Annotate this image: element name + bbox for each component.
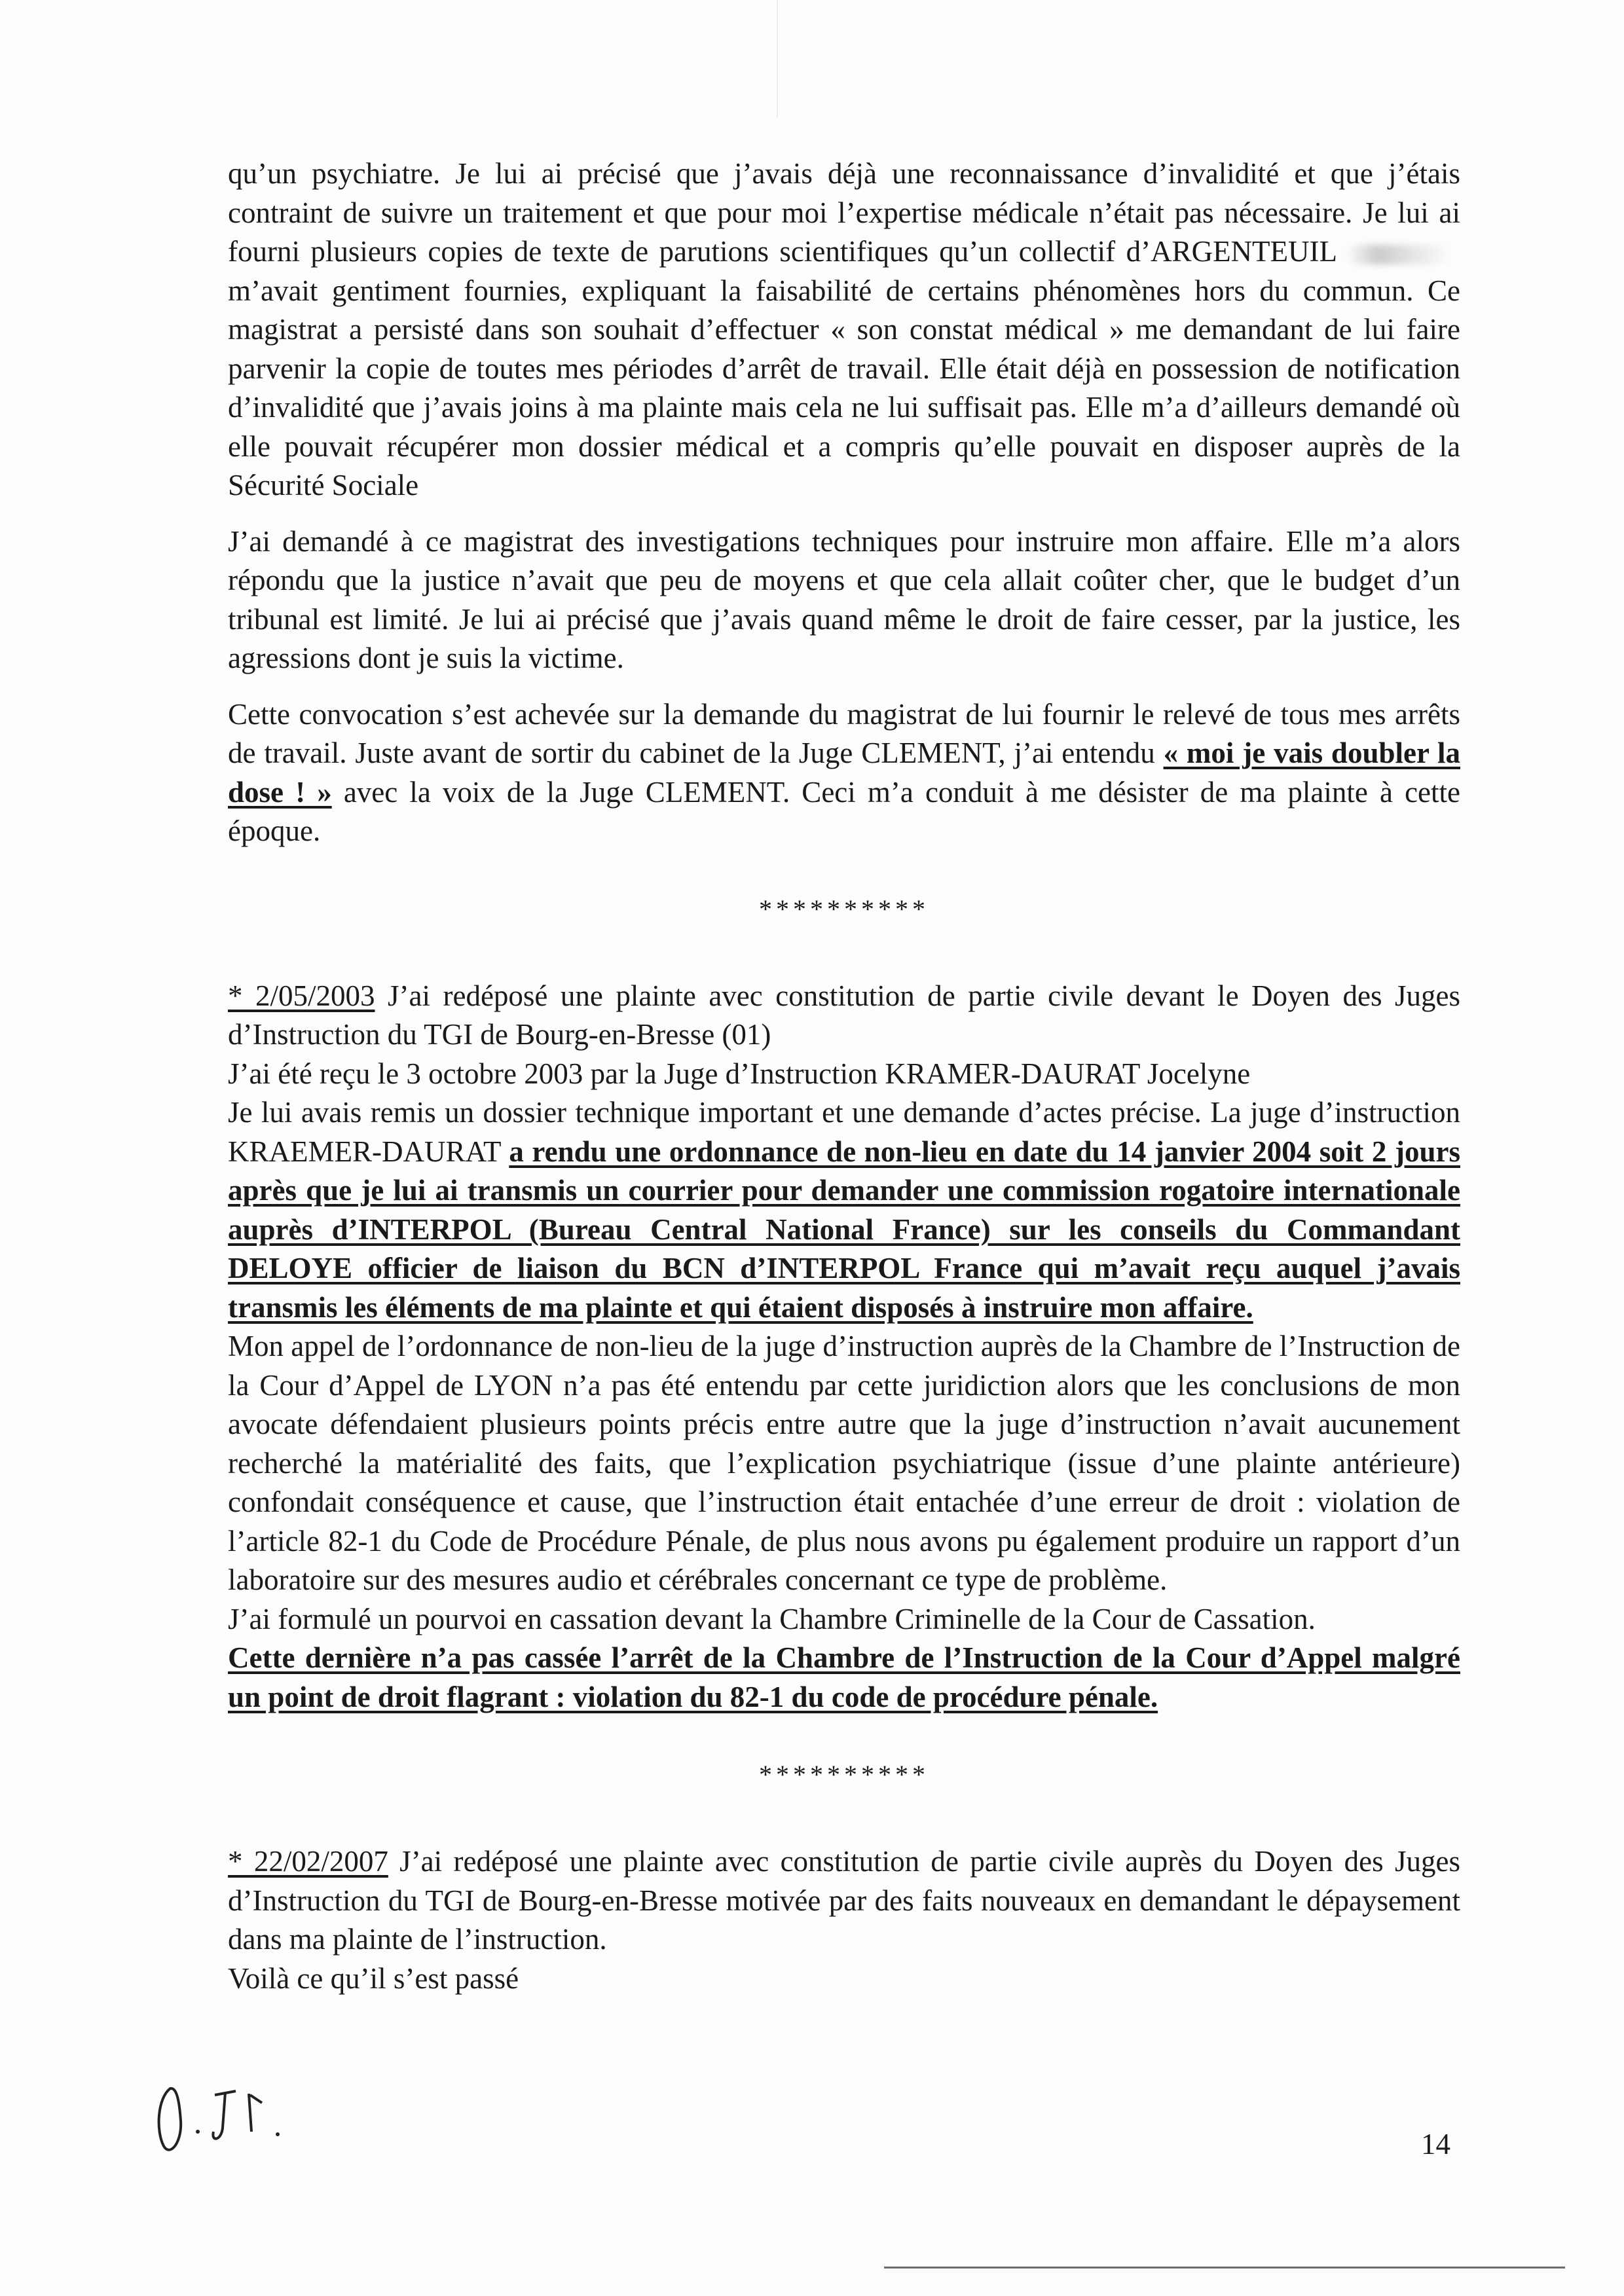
section-2003-cassation: J’ai formulé un pourvoi en cassation devant la Chambre Criminelle de la Cour de Cassation. <box>228 1602 1316 1635</box>
redacted-blur <box>1346 245 1451 264</box>
section-2003-line2: J’ai été reçu le 3 octobre 2003 par la Juge d’Instruction KRAMER-DAURAT Jocelyne <box>228 1057 1251 1090</box>
section-2007-closing: Voilà ce qu’il s’est passé <box>228 1961 519 1995</box>
section-2003-text: Je lui avais remis un dossier technique important et une demande d’actes précise. La juge d’instruction KRAEMER-DAURAT <box>228 1096 1460 1168</box>
section-2003-intro: J’ai redéposé une plainte avec constitution de partie civile devant le Doyen des Juges d’Instruction du TGI de Bourg-en-Bresse (01) <box>228 979 1460 1051</box>
date-2007: * 22/02/2007 <box>228 1845 388 1878</box>
section-2007-text: J’ai redéposé une plainte avec constitution de partie civile auprès du Doyen des Juges d’Instruction du TGI de Bourg-en-Bresse motivée par des faits nouveaux en demandant le dépaysement dans ma plainte de l’instruction. <box>228 1845 1460 1956</box>
page-number: 14 <box>1421 2128 1450 2160</box>
document-body <box>228 155 1460 1998</box>
paragraph-convocation <box>228 695 1460 851</box>
section-separator: ********** <box>759 894 929 924</box>
section-2003-paragraph <box>228 1093 1460 1327</box>
paragraph-expertise-start: qu’un psychiatre. Je lui ai précisé que j’avais déjà une reconnaissance d’invalidité et que j’étais contraint de suivre un traitement et que pour moi l’expertise médicale n’était pas nécessaire. Je lui ai fourni plusieurs copies de texte de parutions scientifiques qu’un collectif d’ARGENTEUIL <box>228 157 1460 268</box>
quote-double-dose: « moi je vais doubler la dose ! » <box>228 737 1460 809</box>
section-2003-cassation-bold: Cette dernière n’a pas cassée l’arrêt de la Chambre de l’Instruction de la Cour d’Appel malgré un point de droit flagrant : violation du 82-1 du code de procédure pénale. <box>228 1641 1460 1713</box>
section-2003-appeal: Mon appel de l’ordonnance de non-lieu de la juge d’instruction auprès de la Chambre de l’Instruction de la Cour d’Appel de LYON n’a pas été entendu par cette juridiction alors que les conclusions de mon avocate défendaient plusieurs points précis entre autre que la juge d’instruction n’avait aucunement recherché la matérialité des faits, que l’explication psychiatrique (issue d’une plainte antérieure) confondait conséquence et cause, que l’instruction était entachée d’une erreur de droit : violation de l’article 82-1 du Code de Procédure Pénale, de plus nous avons pu également produire un rapport d’un laboratoire sur des mesures audio et cérébrales concernant ce type de problème. <box>228 1330 1460 1596</box>
paragraph-expertise <box>228 155 1460 505</box>
paragraph-convocation-end: avec la voix de la Juge CLEMENT. Ceci m’a conduit à me désister de ma plainte à cette époque. <box>228 775 1460 847</box>
date-2003: * 2/05/2003 <box>228 979 375 1012</box>
handwritten-mark <box>151 2069 308 2160</box>
bottom-scan-line <box>884 2267 1565 2269</box>
scan-artifact-line <box>777 0 778 118</box>
paragraph-expertise-end: m’avait gentiment fournies, expliquant la faisabilité de certains phénomènes hors du commun. Ce magistrat a persisté dans son souhait d’effectuer « son constat médical » me demandant de lui faire parvenir la copie de toutes mes périodes d’arrêt de travail. Elle était déjà en possession de notification d’invalidité que j’avais joins à ma plainte mais cela ne lui suffisait pas. Elle m’a d’ailleurs demandé où elle pouvait récupérer mon dossier médical et a compris qu’elle pouvait en disposer auprès de la Sécurité Sociale <box>228 274 1460 501</box>
paragraph-convocation-start: Cette convocation s’est achevée sur la demande du magistrat de lui fournir le relevé de tous mes arrêts de travail. Juste avant de sortir du cabinet de la Juge CLEMENT, j’ai entendu <box>228 697 1460 769</box>
paragraph-investigations: J’ai demandé à ce magistrat des investigations techniques pour instruire mon affaire. Elle m’a alors répondu que la justice n’avait que peu de moyens et que cela allait coûter cher, que le budget d’un tribunal est limité. Je lui ai précisé que j’avais quand même le droit de faire cesser, par la justice, les agressions dont je suis la victime. <box>228 524 1460 674</box>
section-2003-line1 <box>228 977 1460 1055</box>
section-2007-paragraph <box>228 1842 1460 1959</box>
section-2003-bold: a rendu une ordonnance de non-lieu en date du 14 janvier 2004 soit 2 jours après que je lui ai transmis un courrier pour demander une commission rogatoire internationale auprès d’INTERPOL (Bureau Central National France) sur les conseils du Commandant DELOYE officier de liaison du BCN d’INTERPOL France qui m’avait reçu auquel j’avais transmis les éléments de ma plainte et qui étaient disposés à instruire mon affaire. <box>228 1135 1460 1324</box>
section-separator-2: ********** <box>759 1760 929 1789</box>
